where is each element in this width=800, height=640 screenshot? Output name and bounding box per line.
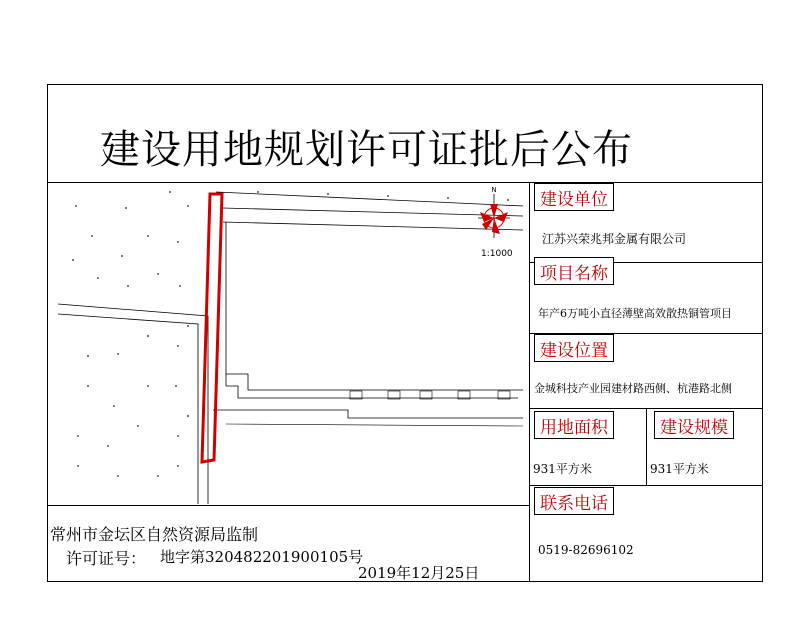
project-label: 项目名称 — [534, 257, 614, 285]
site-boundary — [202, 194, 222, 462]
road-line — [226, 424, 523, 426]
site-map — [48, 186, 529, 504]
notice-title: 建设用地规划许可证批后公布 — [100, 127, 633, 173]
unit-value: 江苏兴荣兆邦金属有限公司 — [542, 232, 687, 246]
road-line — [223, 222, 523, 230]
permit-label: 许可证号： — [66, 549, 147, 568]
phone-label: 联系电话 — [534, 487, 614, 515]
north-arrow-icon — [478, 194, 510, 238]
location-label: 建设位置 — [534, 334, 614, 362]
scale-label: 建设规模 — [654, 411, 734, 439]
north-symbol: N — [491, 186, 497, 194]
permit-number: 地字第320482201900105号 — [160, 548, 364, 566]
building-outline — [226, 386, 518, 398]
unit-label: 建设单位 — [534, 183, 614, 211]
road-line — [216, 192, 523, 206]
row-line — [529, 485, 763, 486]
project-value: 年产6万吨小直径薄壁高效散热铜管项目 — [538, 307, 732, 320]
issue-date: 2019年12月25日 — [358, 564, 480, 582]
scale-value: 931平方米 — [650, 462, 709, 476]
road-line — [223, 208, 523, 216]
road-line — [58, 304, 208, 504]
area-divider — [646, 408, 647, 485]
building-outline — [226, 374, 523, 390]
road-line — [58, 314, 198, 504]
title-divider — [47, 182, 763, 183]
area-value: 931平方米 — [533, 462, 592, 476]
footer-divider — [47, 505, 529, 506]
location-value: 金城科技产业园建材路西侧、杭港路北侧 — [534, 382, 732, 395]
road-line — [213, 410, 523, 418]
panel-divider — [529, 182, 530, 582]
phone-value: 0519-82696102 — [538, 543, 634, 557]
supervisor-text: 常州市金坛区自然资源局监制 — [50, 525, 259, 544]
survey-points — [72, 191, 509, 477]
map-scale: 1:1000 — [481, 249, 513, 259]
area-label: 用地面积 — [534, 411, 614, 439]
